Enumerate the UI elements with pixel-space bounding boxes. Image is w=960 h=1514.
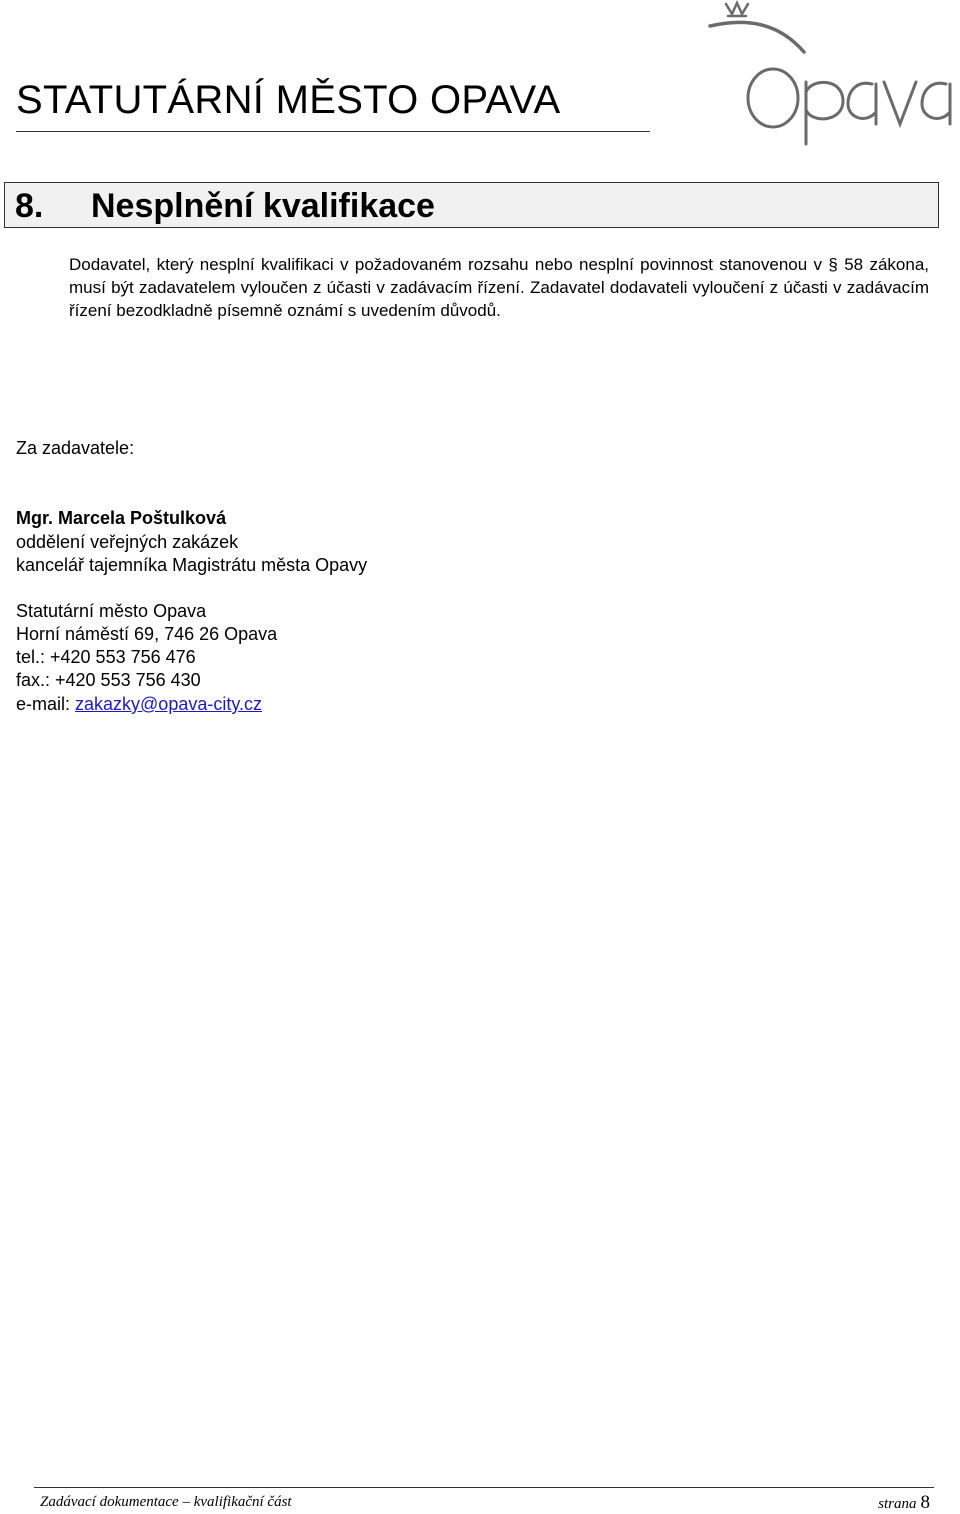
header-divider	[16, 131, 650, 132]
fax-number: fax.: +420 553 756 430	[16, 670, 201, 690]
section-number: 8.	[15, 187, 44, 225]
email-label: e-mail:	[16, 694, 76, 714]
body-paragraph: Dodavatel, který nesplní kvalifikaci v požadovaném rozsahu nebo nesplní povinnost stanovenou v § 58 zákona, musí být zadavatelem vyloučen z účasti v zadávacím řízení. Zadavatel dodavateli vyloučení z účasti v zadávacím řízení bezodkladně písemně oznámí s uvedením důvodů.	[69, 255, 929, 320]
signatory-department: oddělení veřejných zakázek	[16, 532, 239, 552]
organization-address: Horní náměstí 69, 746 26 Opava	[16, 624, 278, 644]
signature-intro: Za zadavatele:	[16, 438, 135, 458]
email-line	[16, 694, 262, 715]
organization-name: Statutární město Opava	[16, 601, 207, 621]
page-title: STATUTÁRNÍ MĚSTO OPAVA	[16, 78, 561, 122]
phone-number: tel.: +420 553 756 476	[16, 647, 196, 667]
footer-document-title: Zadávací dokumentace – kvalifikační část	[40, 1494, 292, 1510]
signatory-office: kancelář tajemníka Magistrátu města Opavy	[16, 555, 368, 575]
opava-logo	[706, 0, 960, 150]
page-number: 8	[920, 1492, 930, 1513]
footer-page-indicator	[878, 1492, 930, 1514]
section-title: Nesplnění kvalifikace	[91, 187, 435, 225]
email-link[interactable]: zakazky@opava-city.cz	[75, 694, 263, 714]
page-label: strana	[878, 1496, 917, 1512]
footer-divider	[34, 1487, 934, 1488]
section-heading	[4, 182, 939, 228]
signatory-name: Mgr. Marcela Poštulková	[16, 508, 227, 528]
